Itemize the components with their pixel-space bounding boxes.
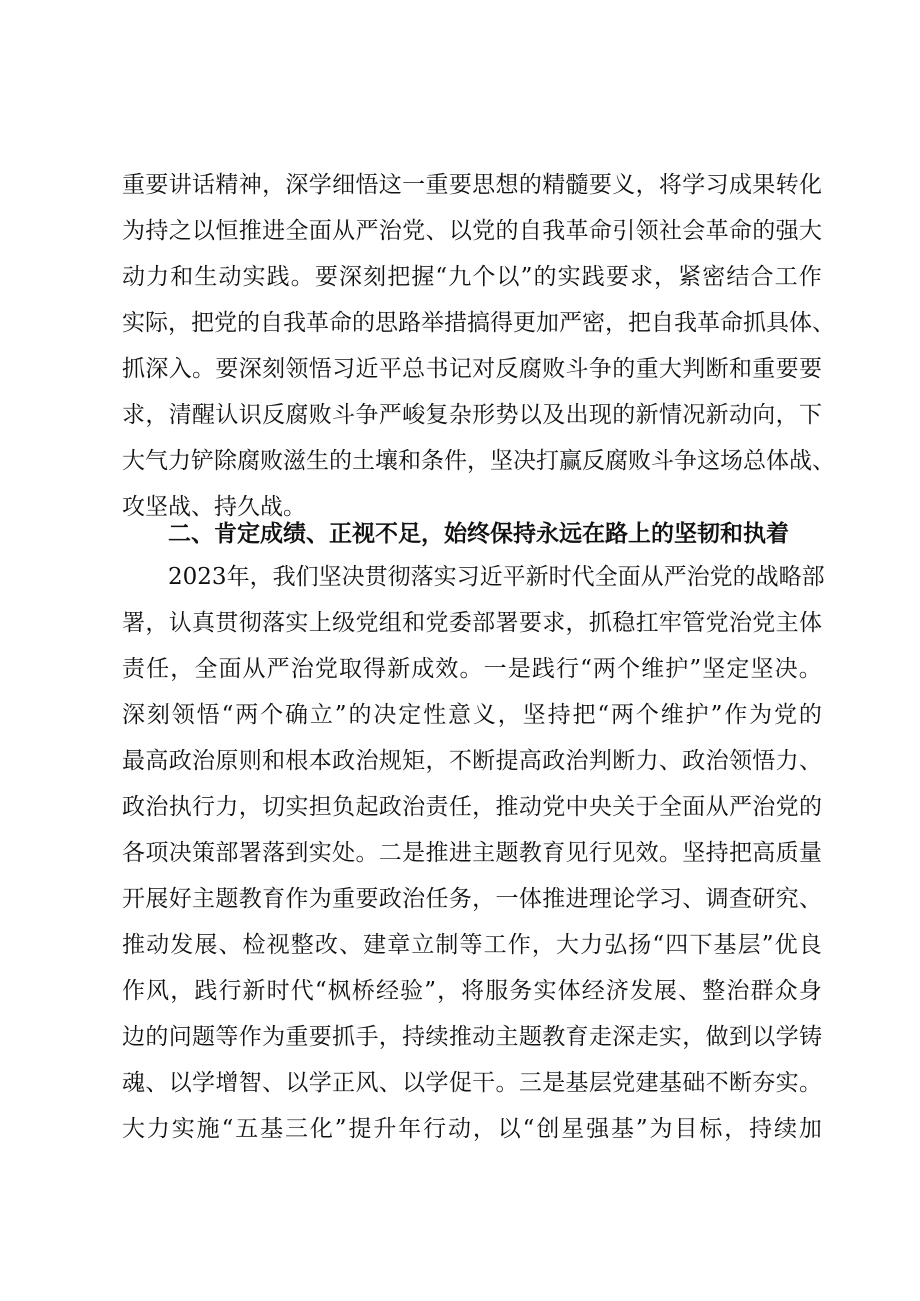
paragraph-line: 责 任 ， 全 面 从 严 治 党 取 得 新 成 效 。 一 是 践 行 “ 两 个 维 护 ” 坚 定 坚 决 。 bbox=[122, 656, 822, 682]
paragraph-line: 各 项 决 策 部 署 落 到 实 处 。 二 是 推 进 主 题 教 育 见 行 见 效 。 坚 持 把 高 质 量 bbox=[122, 840, 822, 866]
paragraph-line: 署 ， 认 真 贯 彻 落 实 上 级 党 组 和 党 委 部 署 要 求 ， 抓 稳 扛 牢 管 党 治 党 主 体 bbox=[122, 610, 822, 636]
paragraph-line: 最 高 政 治 原 则 和 根 本 政 治 规 矩 ， 不 断 提 高 政 治 判 断 力 、 政 治 领 悟 力 、 bbox=[122, 748, 822, 774]
paragraph-line: 求 ， 清 醒 认 识 反 腐 败 斗 争 严 峻 复 杂 形 势 以 及 出 现 的 新 情 况 新 动 向 ， 下 bbox=[122, 402, 822, 428]
paragraph-line: 深 刻 领 悟 “ 两 个 确 立 ” 的 决 定 性 意 义 ， 坚 持 把 “ 两 个 维 护 ” 作 为 党 的 bbox=[122, 702, 822, 728]
paragraph-first-line: 2 0 2 3 年 ， 我 们 坚 决 贯 彻 落 实 习 近 平 新 时 代 全 面 从 严 治 党 的 战 略 部 bbox=[168, 564, 825, 590]
paragraph-line: 攻坚战、持久战。 bbox=[122, 494, 306, 520]
paragraph-line: 动 力 和 生 动 实 践 。 要 深 刻 把 握 “ 九 个 以 ” 的 实 践 要 求 ， 紧 密 结 合 工 作 bbox=[122, 264, 822, 290]
paragraph-line: 大 气 力 铲 除 腐 败 滋 生 的 土 壤 和 条 件 ， 坚 决 打 赢 反 腐 败 斗 争 这 场 总 体 战 、 bbox=[122, 448, 835, 474]
paragraph-line: 魂 、 以 学 增 智 、 以 学 正 风 、 以 学 促 干 。 三 是 基 层 党 建 基 础 不 断 夯 实 。 bbox=[122, 1070, 822, 1096]
paragraph-line: 政 治 执 行 力 ， 切 实 担 负 起 政 治 责 任 ， 推 动 党 中 央 关 于 全 面 从 严 治 党 的 bbox=[122, 794, 822, 820]
paragraph-line: 推 动 发 展 、 检 视 整 改 、 建 章 立 制 等 工 作 ， 大 力 弘 扬 “ 四 下 基 层 ” 优 良 bbox=[122, 932, 822, 958]
paragraph-line: 为 持 之 以 恒 推 进 全 面 从 严 治 党 、 以 党 的 自 我 革 命 引 领 社 会 革 命 的 强 大 bbox=[122, 218, 822, 244]
paragraph-line: 边 的 问 题 等 作 为 重 要 抓 手 ， 持 续 推 动 主 题 教 育 走 深 走 实 ， 做 到 以 学 铸 bbox=[122, 1024, 822, 1050]
paragraph-line: 实 际 ， 把 党 的 自 我 革 命 的 思 路 举 措 搞 得 更 加 严 密 ， 把 自 我 革 命 抓 具 体 、 bbox=[122, 310, 835, 336]
paragraph-line: 开 展 好 主 题 教 育 作 为 重 要 政 治 任 务 ， 一 体 推 进 理 论 学 习 、 调 查 研 究 、 bbox=[122, 886, 822, 912]
paragraph-line: 作 风 ， 践 行 新 时 代 “ 枫 桥 经 验 ” ， 将 服 务 实 体 经 济 发 展 、 整 治 群 众 身 bbox=[122, 978, 822, 1004]
paragraph-line: 大 力 实 施 “ 五 基 三 化 ” 提 升 年 行 动 ， 以 “ 创 星 强 基 ” 为 目 标 ， 持 续 加 bbox=[122, 1116, 822, 1142]
paragraph-line: 抓 深 入 。 要 深 刻 领 悟 习 近 平 总 书 记 对 反 腐 败 斗 争 的 重 大 判 断 和 重 要 要 bbox=[122, 356, 822, 382]
paragraph-line: 重 要 讲 话 精 神 ， 深 学 细 悟 这 一 重 要 思 想 的 精 髓 要 义 ， 将 学 习 成 果 转 化 bbox=[122, 172, 822, 198]
section-heading: 二、肯定成绩、正视不足，始终保持永远在路上的坚韧和执着 bbox=[168, 521, 789, 547]
